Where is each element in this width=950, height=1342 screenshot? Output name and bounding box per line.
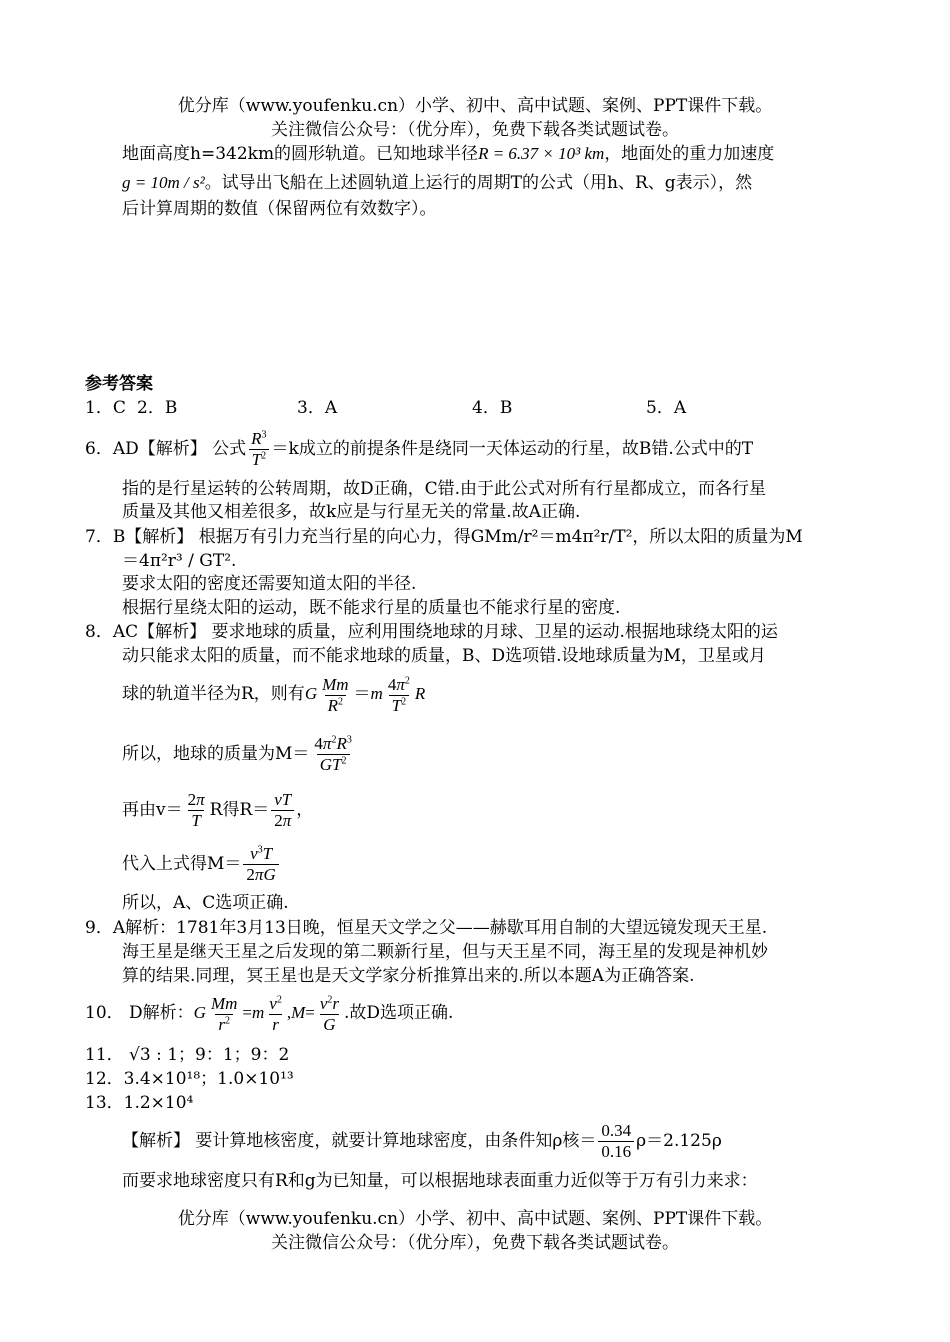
gravity-formula: g = 10m / s²	[122, 173, 205, 192]
footer-line-1: 优分库（www.youfenku.cn）小学、初中、高中试题、案例、PPT课件下载。	[177, 1209, 773, 1229]
earth-mass-fraction: $\frac{4\pi^2R^3}{GT^2}$	[314, 734, 352, 774]
question-line-2: g = 10m / s²。试导出飞船在上述圆轨道上运行的周期T的公式（用h、R、g表示），然	[122, 173, 753, 193]
answer-13-explain-line-2: 而要求地球密度只有R和g为已知量，可以根据地球表面重力近似等于万有引力来求：	[122, 1171, 758, 1191]
answer-3: 3．A	[297, 398, 338, 418]
density-ratio-fraction: $\frac{0.34}{0.16}$	[598, 1121, 634, 1162]
answer-10: 10． D解析：G $\frac{Mm}{r^2}$ =m $\frac{v^2}{r}$ ,M= $\frac{v^2r}{G}$ .故D选项正确.	[85, 993, 454, 1034]
answer-12: 12．3.4×10¹⁸；1.0×10¹³	[85, 1069, 294, 1089]
kepler-fraction: $\frac{R^3}{T^2}$	[248, 429, 269, 470]
answer-6-line-2: 指的是行星运转的公转周期，故D正确，C错.由于此公式对所有行星都成立，而各行星	[122, 479, 767, 499]
header-line-2: 关注微信公众号：（优分库），免费下载各类试题试卷。	[271, 120, 679, 140]
answer-13-explain-line-1: 【解析】 要计算地核密度，就要计算地球密度，由条件知ρ核＝ $\frac{0.34}{0.16}$ ρ＝2.125ρ	[122, 1121, 722, 1161]
answer-10-formula: G $\frac{Mm}{r^2}$ =m $\frac{v^2}{r}$ ,M= $\frac{v^2r}{G}$	[193, 993, 340, 1034]
header-line-1: 优分库（www.youfenku.cn）小学、初中、高中试题、案例、PPT课件下载。	[177, 96, 773, 116]
answer-6-line-1: 6．AD【解析】 公式 $\frac{R^3}{T^2}$ ＝k成立的前提条件是绕同一天体运动的行星，故B错.公式中的T	[85, 429, 754, 469]
answer-5: 5．A	[646, 398, 687, 418]
question-line-1: 地面高度h=342km的圆形轨道。已知地球半径R = 6.37 × 10³ km，地面处的重力加速度	[122, 144, 775, 164]
radius-formula: R = 6.37 × 10³ km	[478, 144, 605, 163]
answer-2: 2．B	[137, 398, 178, 418]
answer-8-line-3: 球的轨道半径为R，则有G $\frac{Mm}{R^2}$ ＝m $\frac{4\pi^2}{T^2}$ R	[122, 674, 426, 715]
answer-1: 1．C	[85, 398, 126, 418]
answer-8-line-2: 动只能求太阳的质量，而不能求地球的质量，B、D选项错.设地球质量为M，卫星或月	[122, 646, 766, 666]
gravitation-equation: G $\frac{Mm}{R^2}$ ＝m $\frac{4\pi^2}{T^2}$ R	[304, 674, 426, 715]
velocity-fraction: $\frac{2\pi}{T}$	[187, 790, 205, 830]
answer-4: 4．B	[472, 398, 513, 418]
footer-line-2: 关注微信公众号：（优分库），免费下载各类试题试卷。	[271, 1233, 679, 1253]
answer-8-line-4: 所以，地球的质量为M＝ $\frac{4\pi^2R^3}{GT^2}$	[122, 731, 357, 777]
mass-velocity-fraction: $\frac{v^3T}{2\pi G}$	[243, 844, 278, 885]
answer-7-line-4: 根据行星绕太阳的运动，既不能求行星的质量也不能求行星的密度.	[122, 598, 621, 618]
answer-7-line-3: 要求太阳的密度还需要知道太阳的半径.	[122, 574, 417, 594]
question-line-3: 后计算周期的数值（保留两位有效数字）。	[122, 199, 437, 219]
answers-title: 参考答案	[85, 374, 153, 394]
answer-7-line-1: 7．B【解析】 根据万有引力充当行星的向心力，得GMm/r²＝m4π²r/T²，所以太阳的质量为M	[85, 527, 803, 547]
answer-9-line-2: 海王星是继天王星之后发现的第二颗新行星，但与天王星不同，海王星的发现是神机妙	[122, 942, 768, 962]
answer-8-line-7: 所以，A、C选项正确.	[122, 893, 289, 913]
radius-fraction: $\frac{vT}{2\pi}$	[271, 790, 294, 831]
answer-7-line-2: ＝4π²r³ / GT².	[122, 551, 237, 571]
answer-13: 13．1.2×10⁴	[85, 1093, 194, 1113]
answer-8-line-1: 8．AC【解析】 要求地球的质量，应利用围绕地球的月球、卫星的运动.根据地球绕太阳的运	[85, 622, 778, 642]
answer-8-line-5: 再由v＝ $\frac{2\pi}{T}$ R得R＝ $\frac{vT}{2\pi}$ ，	[122, 790, 314, 830]
answer-8-line-6: 代入上式得M＝ $\frac{v^3T}{2\pi G}$	[122, 841, 281, 887]
answer-6-line-3: 质量及其他又相差很多，故k应是与行星无关的常量.故A正确.	[122, 502, 581, 522]
answer-9-line-1: 9．A解析：1781年3月13日晚，恒星天文学之父——赫歇耳用自制的大望远镜发现天王星.	[85, 918, 768, 938]
answer-11: 11． √3 : 1；9：1；9：2	[85, 1045, 290, 1065]
answer-9-line-3: 算的结果.同理，冥王星也是天文学家分析推算出来的.所以本题A为正确答案.	[122, 966, 695, 986]
